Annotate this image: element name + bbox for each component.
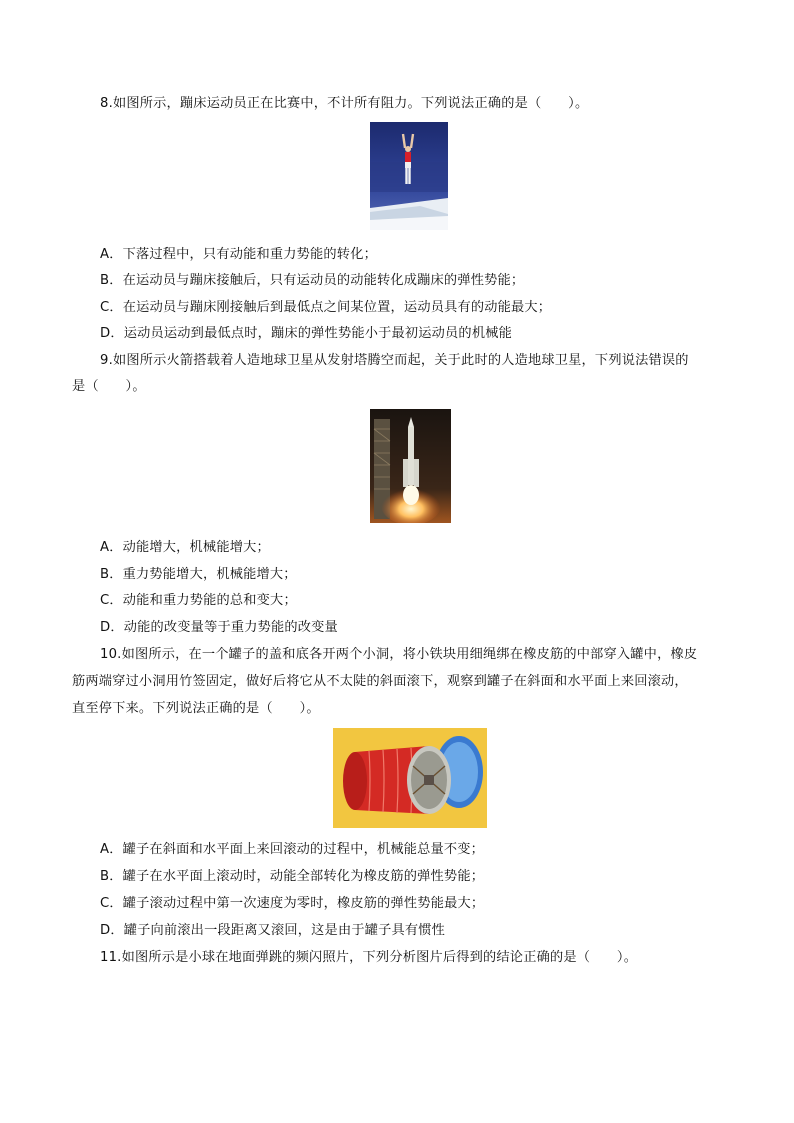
q11-stem: 11.如图所示是小球在地面弹跳的频闪照片，下列分析图片后得到的结论正确的是（ ）。	[100, 950, 638, 965]
q10-stem-line-3: 直至停下来。下列说法正确的是（ ）。	[72, 701, 320, 716]
q8-option-c: C．在运动员与蹦床刚接触后到最低点之间某位置，运动员具有的动能最大；	[100, 300, 552, 315]
q9-stem-line-2: 是（ ）。	[72, 379, 146, 394]
q10-option-b: B．罐子在水平面上滚动时，动能全部转化为橡皮筋的弹性势能；	[100, 869, 485, 884]
q10-option-a: A．罐子在斜面和水平面上来回滚动的过程中，机械能总量不变；	[100, 842, 485, 857]
q9-option-c: C．动能和重力势能的总和变大；	[100, 593, 297, 608]
q8-option-d: D．运动员运动到最低点时，蹦床的弹性势能小于最初运动员的机械能	[100, 326, 512, 341]
q9-option-a: A．动能增大，机械能增大；	[100, 540, 270, 555]
q8-option-b: B．在运动员与蹦床接触后，只有运动员的动能转化成蹦床的弹性势能；	[100, 273, 525, 288]
trampoline-athlete-photo	[370, 122, 448, 230]
q10-stem-line-2: 筋两端穿过小洞用竹签固定，做好后将它从不太陡的斜面滚下，观察到罐子在斜面和水平面上来回滚动，	[72, 674, 688, 689]
q9-option-d: D．动能的改变量等于重力势能的改变量	[100, 620, 338, 635]
q10-option-c: C．罐子滚动过程中第一次速度为零时，橡皮筋的弹性势能最大；	[100, 896, 485, 911]
q9-option-b: B．重力势能增大，机械能增大；	[100, 567, 297, 582]
rolling-can-photo	[333, 728, 487, 828]
q9-stem-line-1: 9.如图所示火箭搭载着人造地球卫星从发射塔腾空而起，关于此时的人造地球卫星，下列说法错误的	[100, 353, 689, 368]
q10-stem-line-1: 10.如图所示，在一个罐子的盖和底各开两个小洞，将小铁块用细绳绑在橡皮筋的中部穿入罐中，橡皮	[100, 647, 698, 662]
q8-stem: 8.如图所示，蹦床运动员正在比赛中，不计所有阻力。下列说法正确的是（ ）。	[100, 96, 589, 111]
q8-option-a: A．下落过程中，只有动能和重力势能的转化；	[100, 247, 377, 262]
q10-option-d: D．罐子向前滚出一段距离又滚回，这是由于罐子具有惯性	[100, 923, 446, 938]
rocket-launch-photo	[370, 409, 451, 523]
